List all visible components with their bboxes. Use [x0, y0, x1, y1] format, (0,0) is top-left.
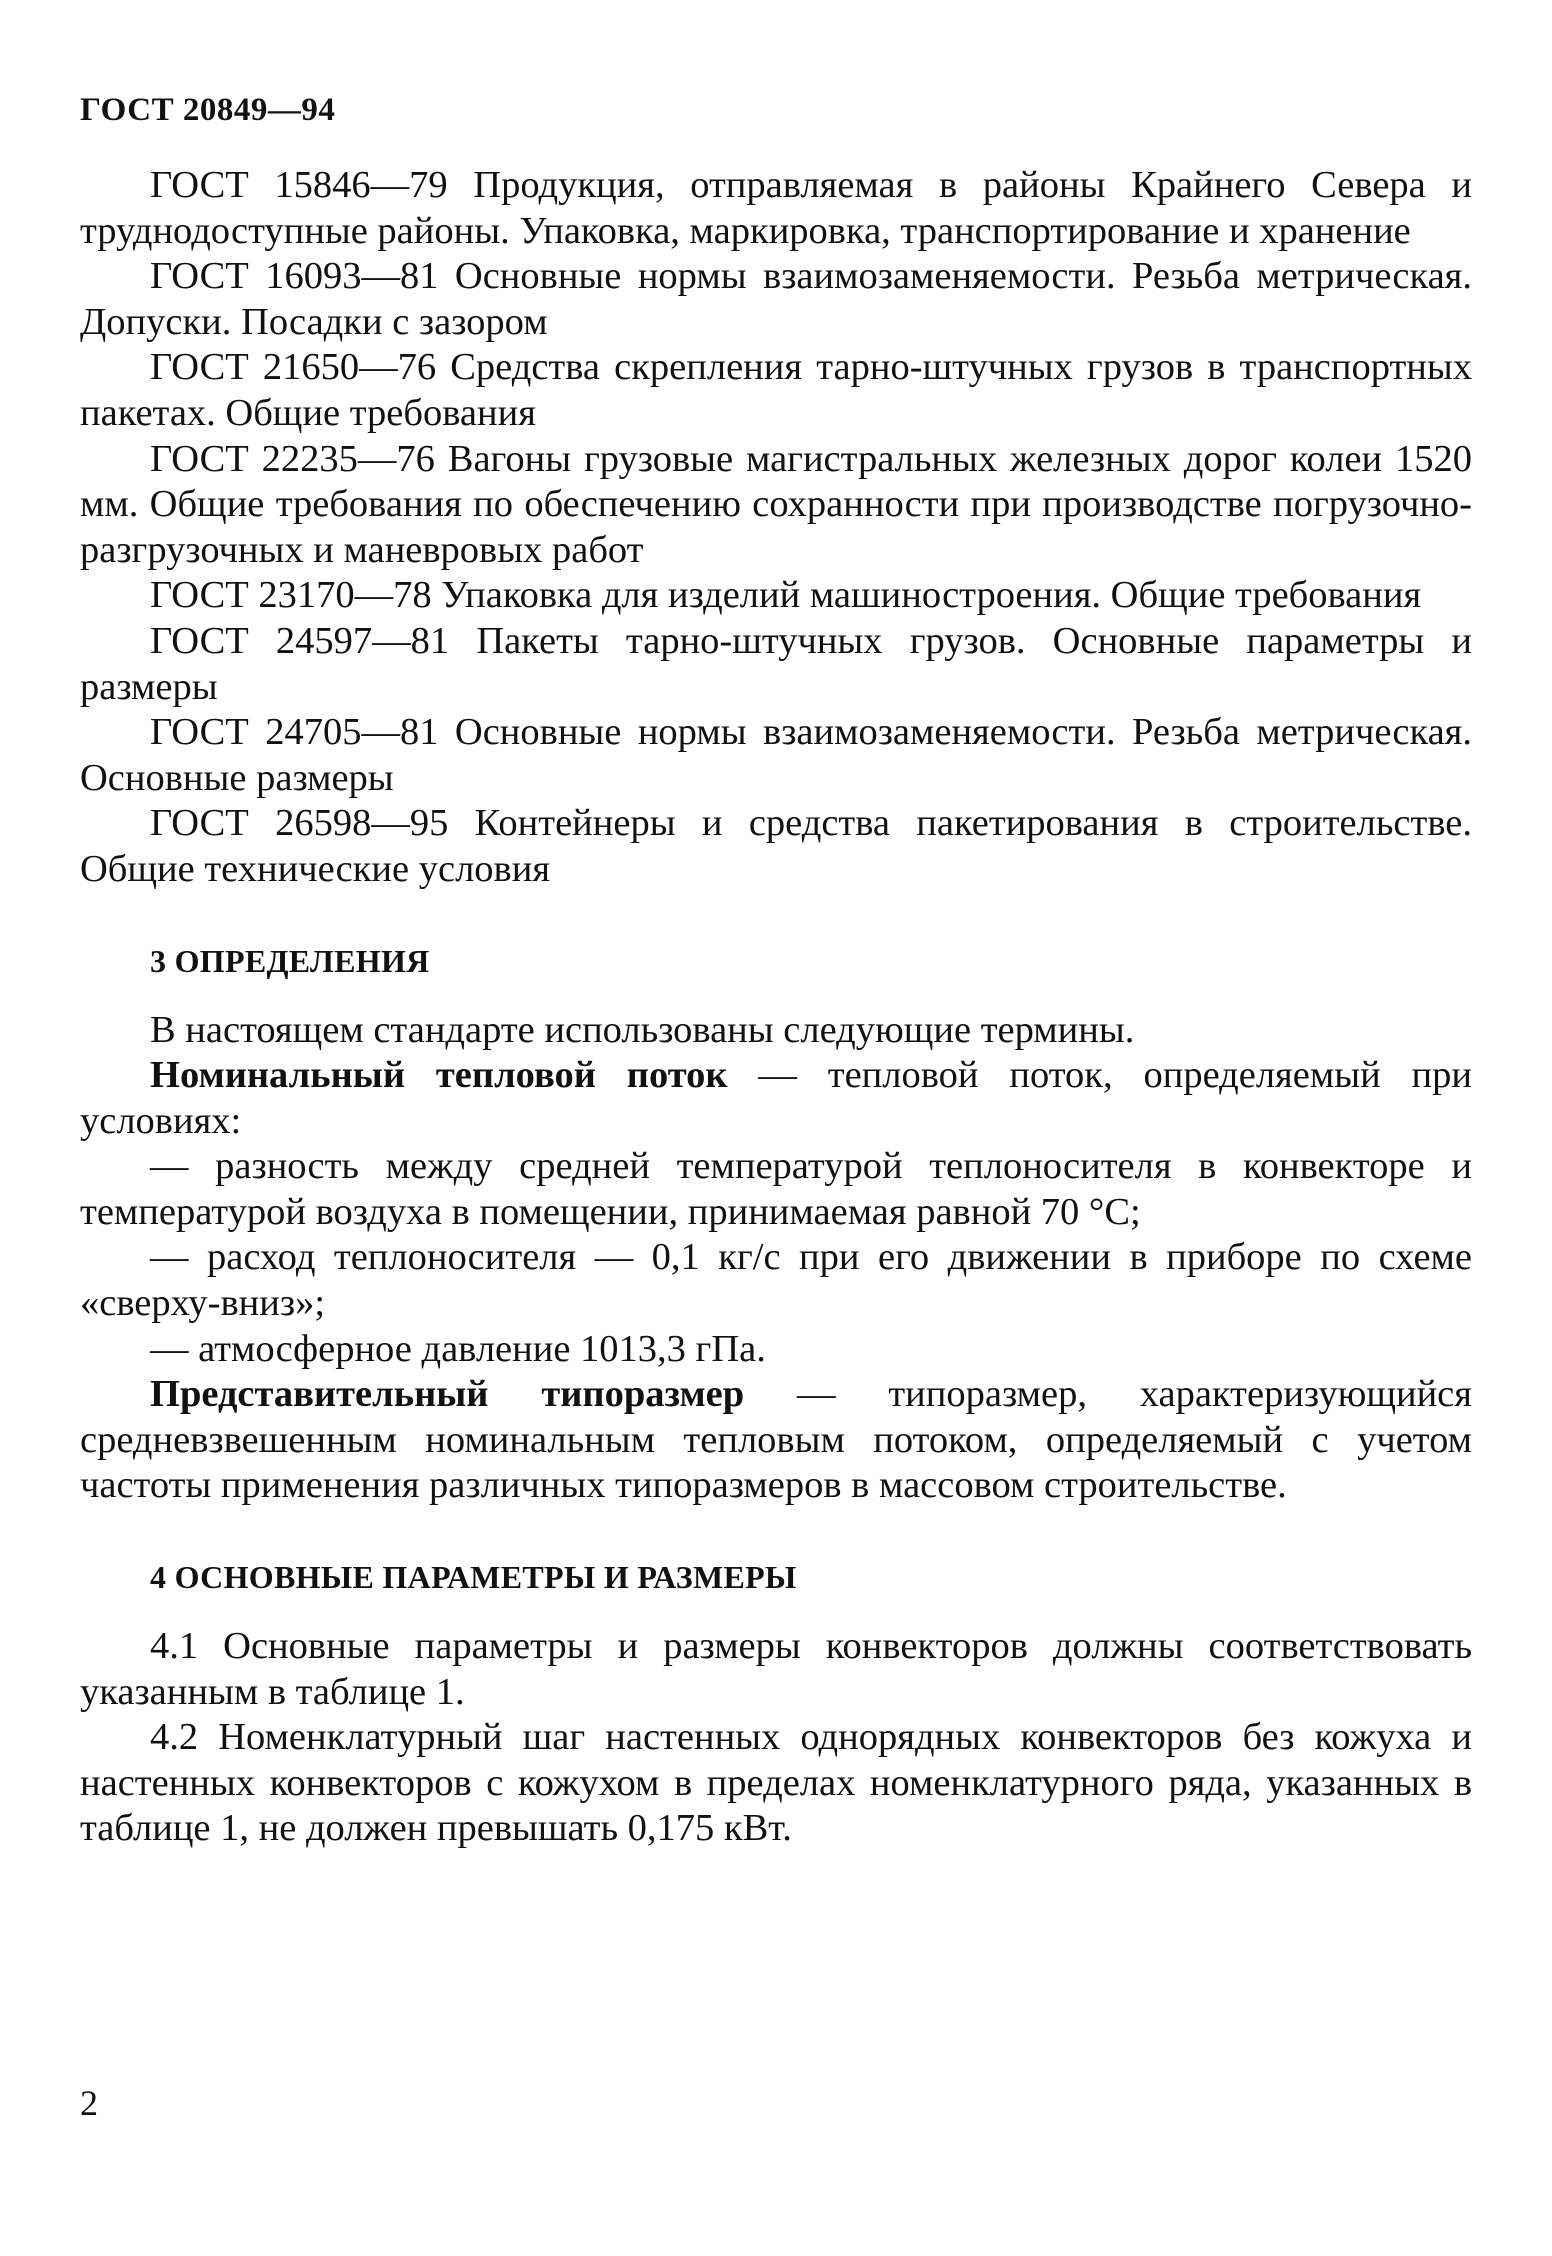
definitions-intro: В настоящем стандарте использованы следующие термины.: [150, 1008, 1135, 1051]
condition-item: — атмосферное давление 1013,3 гПа.: [150, 1327, 766, 1370]
section-heading-parameters: 4 ОСНОВНЫЕ ПАРАМЕТРЫ И РАЗМЕРЫ: [150, 1559, 797, 1596]
reference-item: ГОСТ 16093—81 Основные нормы взаимозаменяемости. Резьба метрическая. Допуски. Посадки с зазором: [80, 255, 1472, 343]
section-heading-definitions: 3 ОПРЕДЕЛЕНИЯ: [150, 942, 430, 979]
reference-item: ГОСТ 23170—78 Упаковка для изделий машиностроения. Общие требования: [150, 574, 1422, 617]
reference-item: ГОСТ 24705—81 Основные нормы взаимозаменяемости. Резьба метрическая. Основные размеры: [80, 711, 1472, 799]
condition-item: — разность между средней температурой теплоносителя в конвекторе и температурой воздуха в помещении, принимаемая равной 70 °С;: [80, 1145, 1472, 1233]
condition-item: — расход теплоносителя — 0,1 кг/с при его движении в приборе по схеме «сверху-вниз»;: [80, 1236, 1472, 1325]
document-page: [80, 92, 1472, 1852]
reference-item: ГОСТ 22235—76 Вагоны грузовые магистральных железных дорог колеи 1520 мм. Общие требования по обеспечению сохранности при производстве погрузочно-разгрузочных и маневровых работ: [80, 437, 1472, 571]
normative-references-list: [80, 163, 1472, 893]
clause-4-2: 4.2 Номенклатурный шаг настенных однорядных конвекторов без кожуха и настенных конвекторов с кожухом в пределах номенклатурного ряда, указанных в таблице 1, не должен превышать 0,175 кВт.: [80, 1716, 1472, 1850]
reference-item: ГОСТ 15846—79 Продукция, отправляемая в районы Крайнего Севера и труднодоступные районы. Упаковка, маркировка, транспортирование и хранение: [80, 164, 1472, 252]
running-head: ГОСТ 20849—94: [80, 92, 336, 128]
term-definition: — тепловой поток, определяемый при условиях:: [80, 1054, 1472, 1142]
term-name: Представительный типоразмер: [150, 1373, 745, 1416]
clause-4-1: 4.1 Основные параметры и размеры конвекторов должны соответствовать указанным в таблице 1.: [80, 1625, 1472, 1713]
term-name: Номинальный тепловой поток: [150, 1054, 728, 1097]
definition-representative-size: [80, 1372, 1472, 1509]
reference-item: ГОСТ 24597—81 Пакеты тарно-штучных грузов. Основные параметры и размеры: [80, 619, 1472, 708]
term-definition: — типоразмер, характеризующийся средневзвешенным номинальным тепловым потоком, определяемый с учетом частоты применения различных типоразмеров в массовом строительстве.: [80, 1373, 1472, 1507]
reference-item: ГОСТ 21650—76 Средства скрепления тарно-штучных грузов в транспортных пакетах. Общие требования: [80, 346, 1472, 434]
definition-nominal-heat-flow: [80, 1053, 1472, 1144]
page-number: 2: [80, 2083, 98, 2123]
reference-item: ГОСТ 26598—95 Контейнеры и средства пакетирования в строительстве. Общие технические условия: [80, 802, 1472, 890]
